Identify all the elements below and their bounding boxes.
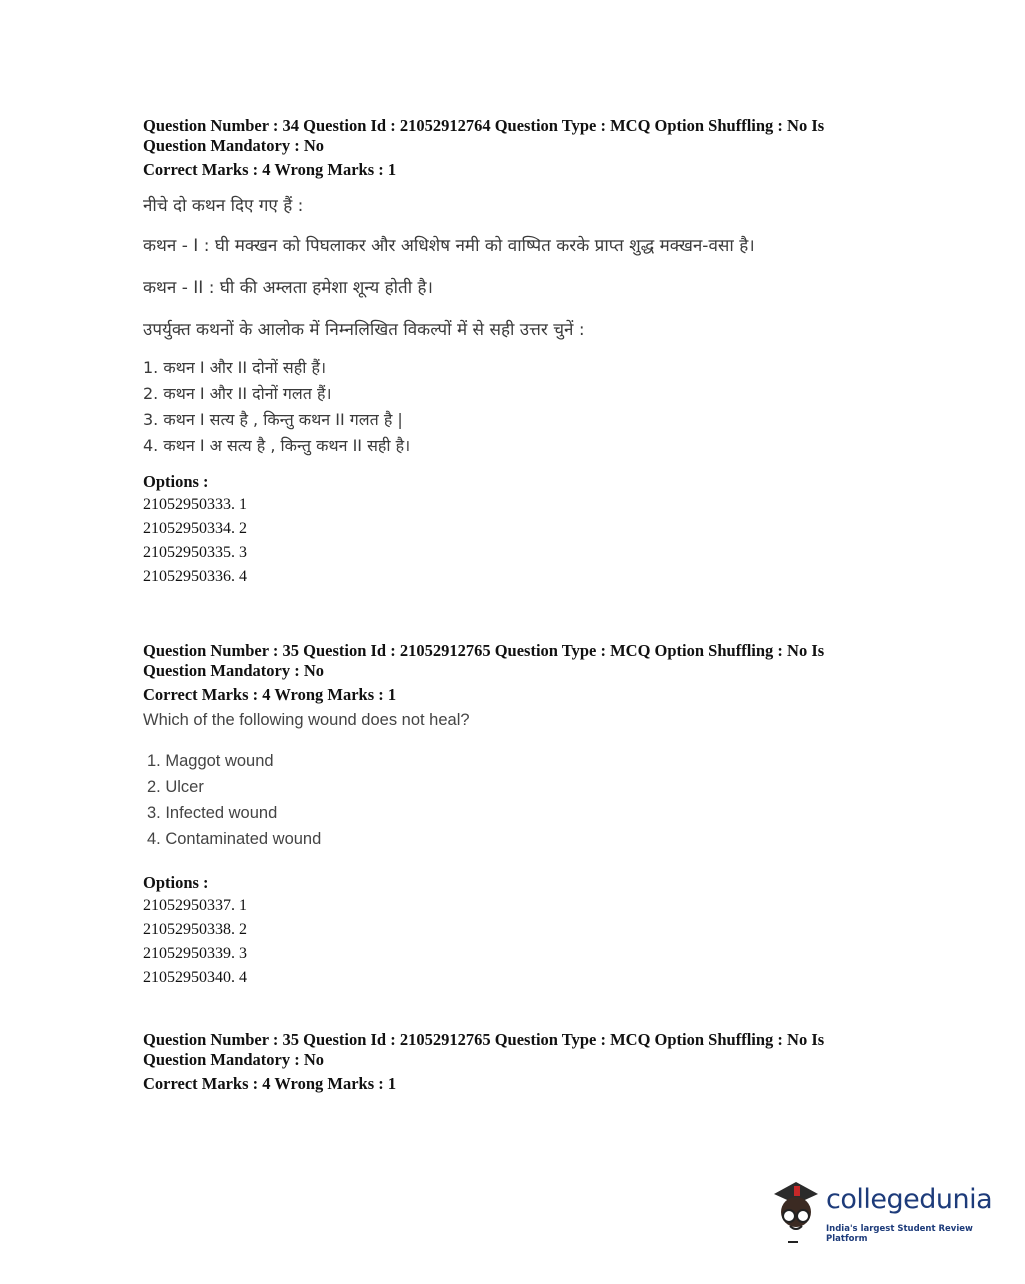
choice-item: 3. कथन I सत्य है , किन्तु कथन II गलत है | — [143, 410, 403, 429]
option-item: 21052950337. 1 — [143, 897, 247, 914]
option-item: 21052950340. 4 — [143, 969, 247, 986]
options-label: Options : — [143, 873, 209, 892]
choice-item: 4. कथन I अ सत्य है , किन्तु कथन II सही है। — [143, 436, 411, 455]
question-35-repeat — [143, 1030, 883, 1094]
question-stem: Which of the following wound does not heal? — [143, 711, 470, 729]
question-35 — [143, 641, 883, 990]
graduate-mascot-icon — [766, 1176, 826, 1246]
question-instruction: उपर्युक्त कथनों के आलोक में निम्नलिखित विकल्पों में से सही उत्तर चुनें : — [143, 320, 585, 340]
choice-list — [143, 748, 883, 852]
options-label: Options : — [143, 472, 209, 491]
choice-item: 4. Contaminated wound — [147, 830, 322, 848]
question-marks: Correct Marks : 4 Wrong Marks : 1 — [143, 160, 397, 179]
option-item: 21052950336. 4 — [143, 568, 247, 585]
logo-name: collegedunia — [826, 1184, 993, 1215]
choice-item: 3. Infected wound — [147, 804, 278, 822]
option-item: 21052950333. 1 — [143, 496, 247, 513]
logo-tagline: India's largest Student Review Platform — [826, 1224, 973, 1244]
statement-1: कथन - I : घी मक्खन को पिघलाकर और अधिशेष नमी को वाष्पित करके प्राप्त शुद्ध मक्खन-वसा है। — [143, 236, 755, 256]
question-header: Question Number : 35 Question Id : 21052912765 Question Type : MCQ Option Shuffling : No Is Question Mandatory : No — [143, 1030, 825, 1069]
question-header: Question Number : 34 Question Id : 21052912764 Question Type : MCQ Option Shuffling : No Is Question Mandatory : No — [143, 116, 825, 155]
choice-item: 1. Maggot wound — [147, 752, 274, 770]
statement-2: कथन - II : घी की अम्लता हमेशा शून्य होती है। — [143, 278, 433, 298]
choice-item: 2. कथन I और II दोनों गलत हैं। — [143, 384, 332, 403]
choice-item: 2. Ulcer — [147, 778, 204, 796]
option-item: 21052950339. 3 — [143, 945, 247, 962]
choice-list — [143, 355, 883, 459]
option-item: 21052950338. 2 — [143, 921, 247, 938]
question-marks: Correct Marks : 4 Wrong Marks : 1 — [143, 1074, 397, 1093]
question-header: Question Number : 35 Question Id : 21052912765 Question Type : MCQ Option Shuffling : No Is Question Mandatory : No — [143, 641, 825, 680]
option-item: 21052950335. 3 — [143, 544, 247, 561]
collegedunia-logo — [766, 1176, 996, 1248]
option-item: 21052950334. 2 — [143, 520, 247, 537]
question-marks: Correct Marks : 4 Wrong Marks : 1 — [143, 685, 397, 704]
choice-item: 1. कथन I और II दोनों सही हैं। — [143, 358, 327, 377]
question-34 — [143, 116, 883, 589]
question-intro: नीचे दो कथन दिए गए हैं : — [143, 196, 304, 216]
